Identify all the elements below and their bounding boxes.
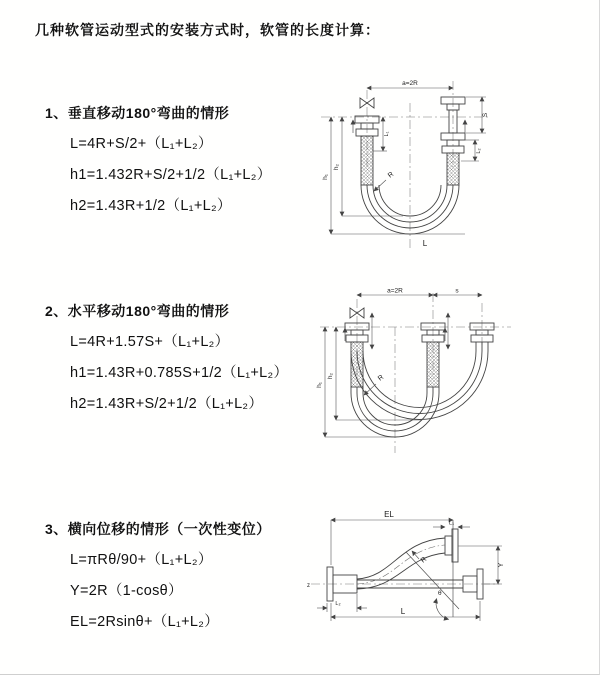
section-3-heading: 3、横向位移的情形（一次性变位）	[45, 521, 271, 537]
diagram-lateral-displacement	[305, 505, 515, 645]
formula-length: L=4R+1.57S+（L₁+L₂）	[70, 334, 230, 350]
dimension-lines	[325, 295, 482, 437]
dim-label-stroke: s	[455, 287, 459, 295]
formula-length: L=4R+S/2+（L₁+L₂）	[70, 136, 213, 152]
section-2-heading: 2、水平移动180°弯曲的情形	[45, 303, 230, 319]
formula-offset: Y=2R（1-cosθ）	[70, 583, 183, 599]
formula-length: L=πRθ/90+（L₁+L₂）	[70, 552, 213, 568]
dim-label-end-left: L₂	[335, 601, 341, 607]
dim-label-angle: θ	[438, 590, 442, 597]
section-2	[45, 301, 345, 414]
braided-hose-section	[447, 153, 459, 185]
dim-label-length: L	[400, 607, 406, 616]
hose-and-fittings	[345, 308, 494, 437]
dim-label-end-right: L₂	[476, 148, 482, 154]
dim-label-h-inner: h₂	[327, 372, 334, 380]
diagram-horizontal-u-bend	[315, 283, 515, 458]
dim-label-length: L	[422, 239, 428, 248]
dim-label-h-outer: h₁	[316, 382, 323, 388]
centerlines	[320, 293, 511, 453]
hose-centerline	[357, 545, 445, 584]
dim-label-stroke: S	[482, 112, 489, 118]
angle-construction	[406, 520, 459, 619]
page-title: 几种软管运动型式的安装方式时，软管的长度计算：	[35, 22, 380, 38]
dim-label-radius: R	[386, 170, 396, 180]
formula-h1: h1=1.432R+S/2+1/2（L₁+L₂）	[70, 167, 272, 183]
section-1-heading: 1、垂直移动180°弯曲的情形	[45, 105, 230, 121]
dim-label-offset: Y	[498, 562, 505, 568]
dim-label-end-left: L₁	[384, 131, 390, 137]
dim-label-h-inner: h₂	[333, 163, 340, 171]
dim-label-span: a=2R	[402, 80, 418, 87]
section-3	[45, 519, 345, 632]
dimension-lines	[317, 520, 502, 621]
dimension-lines	[331, 88, 486, 234]
dim-label-span: a=2R	[387, 287, 403, 295]
valve-icon	[360, 98, 374, 108]
centerlines	[321, 81, 489, 249]
axis-break-mark: z	[307, 583, 310, 589]
dim-label-el: EL	[384, 510, 394, 519]
hose-and-fittings	[327, 529, 483, 601]
formula-h2: h2=1.43R+S/2+1/2（L₁+L₂）	[70, 396, 264, 412]
dim-label-h-outer: h₁	[322, 174, 329, 180]
formula-h2: h2=1.43R+1/2（L₁+L₂）	[70, 198, 232, 214]
dim-label-radius: R	[376, 373, 386, 383]
braided-hose-section	[361, 136, 373, 185]
diagram-vertical-u-bend	[315, 75, 495, 255]
dim-label-radius: R	[419, 555, 429, 565]
formula-el: EL=2Rsinθ+（L₁+L₂）	[70, 614, 220, 630]
braided-hose-section	[427, 342, 439, 387]
section-1	[45, 103, 345, 216]
movement-arrows	[353, 120, 465, 133]
formula-h1: h1=1.43R+0.785S+1/2（L₁+L₂）	[70, 365, 289, 381]
dim-label-end-top: L₁	[449, 520, 454, 527]
